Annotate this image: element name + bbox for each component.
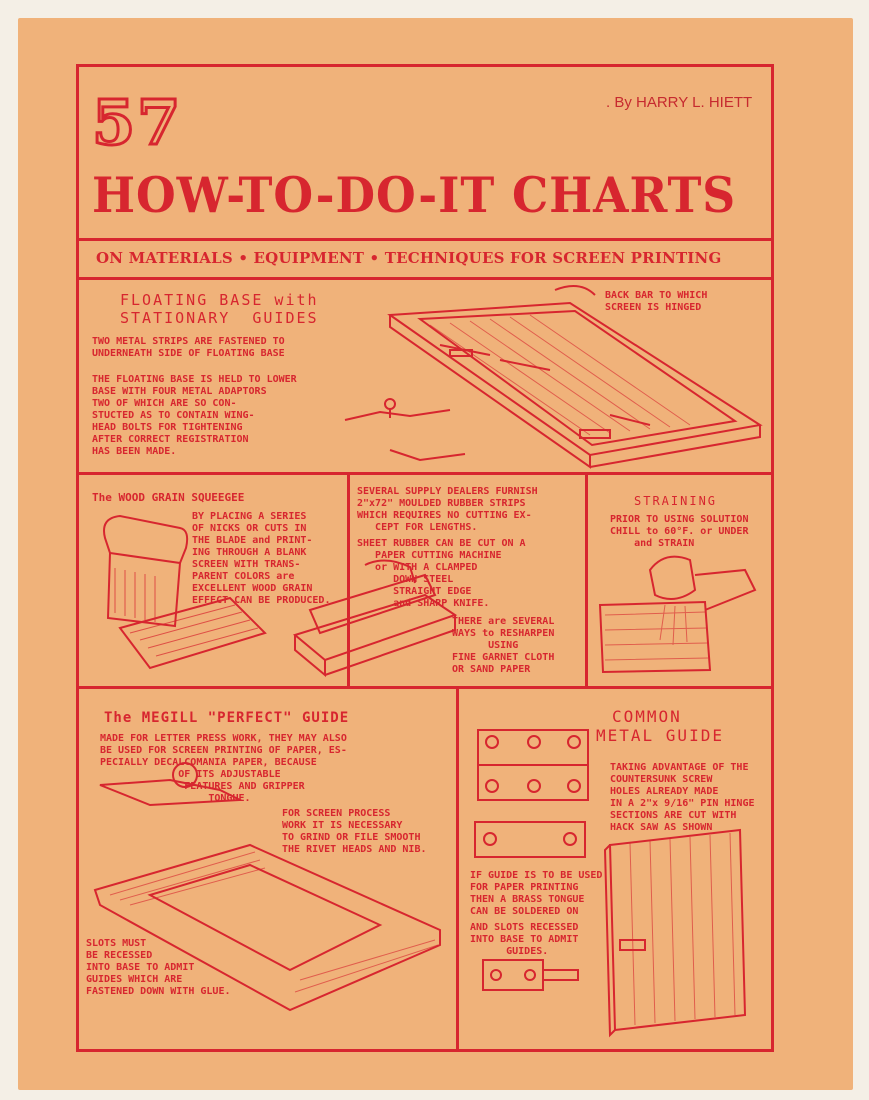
metal-guide-text-1: TAKING ADVANTAGE OF THE COUNTERSUNK SCREW HOLES ALREADY MADE IN A 2"x 9/16" PIN HINGE SECTIONS ARE CUT WITH HACK SAW AS SHOWN (610, 762, 755, 833)
metal-guide-title-2: METAL GUIDE (596, 726, 724, 745)
straining-title: STRAINING (634, 494, 718, 508)
col-divider-3 (456, 686, 459, 1052)
brass-tongue-illustration (478, 955, 588, 1000)
straining-text: PRIOR TO USING SOLUTION CHILL to 60°F. or UNDER and STRAIN (610, 514, 749, 549)
row-divider-1 (76, 472, 774, 475)
adaptor-illustration (340, 390, 470, 470)
squeegee-title: The WOOD GRAIN SQUEEGEE (92, 491, 245, 504)
metal-guide-base-illustration (600, 825, 750, 1035)
megill-guide-illustration (90, 760, 450, 1020)
metal-guide-title: COMMON (612, 707, 682, 726)
chart-count: 57 (92, 86, 183, 159)
floating-base-text-1: TWO METAL STRIPS ARE FASTENED TO UNDERNEATH SIDE OF FLOATING BASE (92, 336, 285, 359)
floating-base-title: FLOATING BASE with (120, 291, 319, 309)
pin-hinge-illustration (470, 722, 600, 867)
megill-text-2: FOR SCREEN PROCESS WORK IT IS NECESSARY TO GRIND OR FILE SMOOTH THE RIVET HEADS AND NIB. (282, 808, 427, 855)
squeegee-illustration (90, 508, 270, 678)
rubber-cutting-illustration (285, 555, 460, 680)
floating-base-text-2: THE FLOATING BASE IS HELD TO LOWER BASE WITH FOUR METAL ADAPTORS TWO OF WHICH ARE SO CON- STUCTED AS TO CONTAIN WING- HEAD BOLTS FOR TIGHTENING AFTER CORRECT REGISTRATION HAS BEEN MADE. (92, 374, 297, 457)
straining-illustration (595, 550, 770, 680)
rubber-text-1: SEVERAL SUPPLY DEALERS FURNISH 2"x72" MOULDED RUBBER STRIPS WHICH REQUIRES NO CUTTING EX- CEPT FOR LENGTHS. (357, 486, 538, 533)
megill-text-3: SLOTS MUST BE RECESSED INTO BASE TO ADMIT GUIDES WHICH ARE FASTENED DOWN WITH GLUE. (86, 938, 231, 997)
back-bar-callout: BACK BAR TO WHICH SCREEN IS HINGED (605, 290, 708, 313)
rubber-text-2: SHEET RUBBER CAN BE CUT ON A PAPER CUTTING MACHINE or WITH A CLAMPED DOWN STEEL STRAIGHT EDGE and SHARP KNIFE. (357, 538, 526, 609)
subtitle-rule (76, 277, 774, 280)
megill-text-1: MADE FOR LETTER PRESS WORK, THEY MAY ALSO BE USED FOR SCREEN PRINTING OF PAPER, ES- PECIALLY DECALCOMANIA PAPER, BECAUSE OF ITS ADJUSTABLE FEATURES AND GRIPPER TONGUE. (100, 733, 347, 804)
megill-title: The MEGILL "PERFECT" GUIDE (104, 710, 350, 726)
author-line: . By HARRY L. HIETT (606, 94, 753, 111)
col-divider-2 (585, 472, 588, 686)
page-title: HOW-TO-DO-IT CHARTS (92, 166, 737, 224)
squeegee-text: BY PLACING A SERIES OF NICKS OR CUTS IN THE BLADE and PRINT- ING THROUGH A BLANK SCREEN WITH TRANS- PARENT COLORS are EXCELLENT WOOD GRAIN EFFECT CAN BE PRODUCED. (192, 511, 331, 606)
floating-base-title-2: STATIONARY GUIDES (120, 309, 319, 327)
metal-guide-text-2: IF GUIDE IS TO BE USED FOR PAPER PRINTING THEN A BRASS TONGUE CAN BE SOLDERED ON (470, 870, 603, 917)
subtitle: ON MATERIALS • EQUIPMENT • TECHNIQUES FOR SCREEN PRINTING (96, 249, 722, 267)
row-divider-2 (76, 686, 774, 689)
metal-guide-text-3: AND SLOTS RECESSED INTO BASE TO ADMIT GUIDES. (470, 922, 579, 957)
title-rule (76, 238, 774, 241)
rubber-text-3: THERE are SEVERAL WAYS to RESHARPEN USING FINE GARNET CLOTH OR SAND PAPER (452, 616, 555, 675)
